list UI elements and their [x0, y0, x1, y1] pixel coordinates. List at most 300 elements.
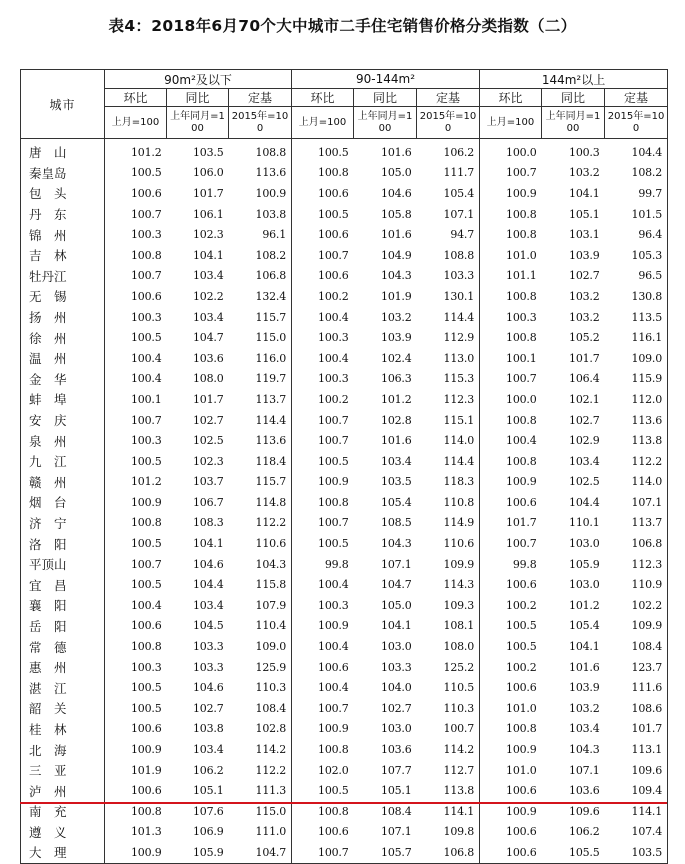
index-value-cell: 100.2 [318, 289, 349, 303]
index-value-cell: 113.6 [229, 163, 292, 184]
index-value-cell: 112.3 [417, 389, 480, 410]
index-value-cell: 106.3 [381, 372, 412, 386]
index-value-cell: 108.2 [605, 163, 668, 184]
index-value-cell: 104.3 [381, 537, 412, 551]
city-cell: 赣 州 [21, 472, 105, 493]
index-value-cell: 102.3 [193, 228, 224, 242]
index-value-cell: 100.7 [318, 434, 349, 448]
sub-header-cell: 定基 [417, 89, 480, 107]
table-row [21, 719, 668, 740]
index-value-cell: 100.8 [131, 248, 162, 262]
table-row [21, 822, 668, 843]
city-cell: 宜 昌 [21, 574, 105, 595]
index-value-cell: 113.5 [605, 307, 668, 328]
table-row [21, 801, 668, 822]
index-value-cell: 109.6 [605, 760, 668, 781]
index-value-cell: 100.0 [506, 145, 537, 159]
table-row [21, 513, 668, 534]
index-value-cell: 105.1 [381, 784, 412, 798]
sub-header-cell: 同比 [354, 89, 417, 107]
index-value-cell: 103.4 [193, 310, 224, 324]
sub-header-cell: 定基 [605, 89, 668, 107]
index-value-cell: 101.5 [605, 204, 668, 225]
index-value-cell: 106.8 [417, 842, 480, 863]
index-value-cell: 113.8 [417, 780, 480, 801]
index-value-cell: 103.8 [193, 722, 224, 736]
index-value-cell: 104.4 [193, 578, 224, 592]
index-value-cell: 105.1 [193, 784, 224, 798]
table-row [21, 472, 668, 493]
city-cell: 安 庆 [21, 410, 105, 431]
index-value-cell: 110.3 [417, 698, 480, 719]
index-value-cell: 103.6 [381, 743, 412, 757]
base-header-label: 上月=100 [486, 116, 535, 128]
index-value-cell: 103.9 [569, 681, 600, 695]
table-row [21, 327, 668, 348]
base-header-cell [229, 107, 292, 139]
index-value-cell: 115.0 [229, 801, 292, 822]
index-value-cell: 115.3 [417, 369, 480, 390]
index-value-cell: 103.2 [569, 289, 600, 303]
city-cell: 秦皇岛 [21, 163, 105, 184]
index-value-cell: 112.9 [417, 327, 480, 348]
index-value-cell: 112.2 [605, 451, 668, 472]
index-value-cell: 115.7 [229, 307, 292, 328]
table-row [21, 574, 668, 595]
index-value-cell: 103.4 [569, 722, 600, 736]
index-value-cell: 102.0 [318, 763, 349, 777]
index-value-cell: 123.7 [605, 657, 668, 678]
index-value-cell: 132.4 [229, 286, 292, 307]
index-value-cell: 112.7 [417, 760, 480, 781]
index-value-cell: 105.7 [381, 845, 412, 859]
index-value-cell: 100.7 [506, 372, 537, 386]
index-value-cell: 104.4 [605, 139, 668, 163]
index-value-cell: 103.0 [381, 722, 412, 736]
index-value-cell: 125.9 [229, 657, 292, 678]
table-row [21, 451, 668, 472]
index-value-cell: 104.6 [193, 557, 224, 571]
index-value-cell: 114.8 [229, 492, 292, 513]
index-value-cell: 111.3 [229, 780, 292, 801]
city-cell: 湛 江 [21, 677, 105, 698]
index-value-cell: 100.9 [318, 475, 349, 489]
index-value-cell: 101.2 [131, 475, 162, 489]
index-value-cell: 100.6 [506, 681, 537, 695]
index-value-cell: 96.1 [229, 224, 292, 245]
index-value-cell: 100.5 [318, 784, 349, 798]
index-value-cell: 100.7 [506, 537, 537, 551]
index-value-cell: 103.5 [193, 145, 224, 159]
city-cell: 丹 东 [21, 204, 105, 225]
index-value-cell: 100.6 [131, 186, 162, 200]
index-value-cell: 101.2 [131, 145, 162, 159]
table-row [21, 595, 668, 616]
table-row [21, 554, 668, 575]
index-value-cell: 103.0 [569, 537, 600, 551]
table-row [21, 739, 668, 760]
index-value-cell: 109.9 [417, 554, 480, 575]
city-cell: 北 海 [21, 739, 105, 760]
index-value-cell: 104.1 [569, 186, 600, 200]
index-value-cell: 102.4 [381, 351, 412, 365]
index-value-cell: 104.1 [193, 537, 224, 551]
table-body [21, 139, 668, 864]
index-value-cell: 101.6 [569, 660, 600, 674]
index-value-cell: 114.1 [417, 801, 480, 822]
index-value-cell: 104.7 [193, 331, 224, 345]
index-value-cell: 102.7 [193, 701, 224, 715]
index-value-cell: 108.6 [605, 698, 668, 719]
table-row [21, 204, 668, 225]
index-value-cell: 100.6 [506, 495, 537, 509]
index-value-cell: 105.4 [381, 495, 412, 509]
city-cell: 温 州 [21, 348, 105, 369]
index-value-cell: 102.2 [193, 289, 224, 303]
index-value-cell: 100.9 [131, 495, 162, 509]
city-cell: 泉 州 [21, 430, 105, 451]
city-cell: 南 充 [21, 801, 105, 822]
index-value-cell: 102.1 [569, 392, 600, 406]
table-row [21, 698, 668, 719]
index-value-cell: 100.4 [318, 351, 349, 365]
index-value-cell: 100.6 [318, 186, 349, 200]
index-value-cell: 107.6 [193, 804, 224, 818]
index-value-cell: 102.2 [605, 595, 668, 616]
index-value-cell: 100.6 [506, 578, 537, 592]
index-value-cell: 109.0 [229, 636, 292, 657]
index-value-cell: 103.7 [193, 475, 224, 489]
table-row [21, 533, 668, 554]
index-value-cell: 103.0 [569, 578, 600, 592]
base-header-label: 上月=100 [111, 116, 160, 128]
index-value-cell: 108.5 [381, 516, 412, 530]
page-title: 表4：2018年6月70个大中城市二手住宅销售价格分类指数（二） [108, 17, 577, 35]
index-value-cell: 114.3 [417, 574, 480, 595]
index-value-cell: 116.0 [229, 348, 292, 369]
index-value-cell: 100.3 [569, 145, 600, 159]
index-value-cell: 100.9 [318, 722, 349, 736]
index-value-cell: 107.4 [605, 822, 668, 843]
base-header-cell [417, 107, 480, 139]
table-row [21, 616, 668, 637]
index-value-cell: 100.7 [318, 845, 349, 859]
table-row [21, 266, 668, 287]
index-value-cell: 110.1 [569, 516, 600, 530]
index-value-cell: 100.1 [506, 351, 537, 365]
index-value-cell: 100.5 [131, 701, 162, 715]
index-value-cell: 100.4 [318, 681, 349, 695]
index-value-cell: 105.3 [605, 245, 668, 266]
table-row [21, 139, 668, 163]
table-row [21, 657, 668, 678]
city-cell: 牡丹江 [21, 266, 105, 287]
sub-header-cell: 定基 [229, 89, 292, 107]
table-row [21, 410, 668, 431]
index-value-cell: 113.6 [605, 410, 668, 431]
index-value-cell: 108.0 [417, 636, 480, 657]
city-cell: 包 头 [21, 183, 105, 204]
index-value-cell: 102.7 [193, 413, 224, 427]
index-value-cell: 104.5 [193, 619, 224, 633]
index-value-cell: 125.2 [417, 657, 480, 678]
index-value-cell: 100.4 [506, 434, 537, 448]
index-value-cell: 100.5 [506, 619, 537, 633]
table-row [21, 348, 668, 369]
base-header-cell [292, 107, 354, 139]
index-value-cell: 110.6 [417, 533, 480, 554]
index-value-cell: 103.6 [569, 784, 600, 798]
index-value-cell: 102.5 [193, 434, 224, 448]
index-value-cell: 101.0 [506, 701, 537, 715]
city-cell: 唐 山 [21, 139, 105, 163]
table-row [21, 369, 668, 390]
index-value-cell: 100.4 [318, 310, 349, 324]
index-value-cell: 104.7 [229, 842, 292, 863]
index-value-cell: 114.2 [229, 739, 292, 760]
index-value-cell: 100.3 [318, 598, 349, 612]
index-value-cell: 100.8 [506, 207, 537, 221]
index-value-cell: 100.9 [506, 743, 537, 757]
index-value-cell: 107.1 [381, 557, 412, 571]
index-value-cell: 105.4 [569, 619, 600, 633]
table-row [21, 636, 668, 657]
index-value-cell: 100.8 [131, 516, 162, 530]
index-value-cell: 103.4 [193, 743, 224, 757]
index-value-cell: 102.8 [229, 719, 292, 740]
base-header-cell [605, 107, 668, 139]
city-cell: 三 亚 [21, 760, 105, 781]
index-value-cell: 105.9 [193, 845, 224, 859]
index-value-cell: 101.7 [569, 351, 600, 365]
index-value-cell: 103.2 [569, 701, 600, 715]
city-cell: 惠 州 [21, 657, 105, 678]
index-value-cell: 112.2 [229, 513, 292, 534]
index-value-cell: 102.5 [569, 475, 600, 489]
index-value-cell: 100.9 [131, 743, 162, 757]
index-value-cell: 109.6 [569, 804, 600, 818]
index-value-cell: 101.2 [381, 392, 412, 406]
table-row [21, 224, 668, 245]
index-value-cell: 100.9 [318, 619, 349, 633]
index-value-cell: 100.5 [131, 166, 162, 180]
sub-header-cell: 同比 [542, 89, 605, 107]
index-value-cell: 104.7 [381, 578, 412, 592]
index-value-cell: 108.4 [229, 698, 292, 719]
index-value-cell: 106.8 [605, 533, 668, 554]
index-value-cell: 103.3 [417, 266, 480, 287]
base-header-label: 上年同月=100 [545, 110, 601, 134]
city-cell: 洛 阳 [21, 533, 105, 554]
base-header-cell [105, 107, 167, 139]
city-cell: 桂 林 [21, 719, 105, 740]
index-value-cell: 104.3 [381, 269, 412, 283]
index-value-cell: 105.9 [569, 557, 600, 571]
index-value-cell: 100.9 [131, 845, 162, 859]
index-value-cell: 113.7 [229, 389, 292, 410]
index-value-cell: 130.1 [417, 286, 480, 307]
table-row [21, 286, 668, 307]
index-value-cell: 113.0 [417, 348, 480, 369]
index-value-cell: 106.4 [569, 372, 600, 386]
index-value-cell: 111.7 [417, 163, 480, 184]
index-value-cell: 114.2 [417, 739, 480, 760]
index-value-cell: 110.6 [229, 533, 292, 554]
index-value-cell: 100.6 [318, 660, 349, 674]
group-header-small: 90m²及以下 [105, 70, 292, 89]
index-value-cell: 101.7 [193, 186, 224, 200]
index-value-cell: 100.6 [131, 722, 162, 736]
index-value-cell: 106.2 [417, 139, 480, 163]
index-value-cell: 103.6 [193, 351, 224, 365]
index-value-cell: 101.0 [506, 248, 537, 262]
index-value-cell: 101.9 [381, 289, 412, 303]
index-value-cell: 104.1 [569, 640, 600, 654]
sub-header-row [21, 89, 668, 107]
index-value-cell: 100.3 [318, 331, 349, 345]
index-value-cell: 102.3 [193, 454, 224, 468]
sub-header-cell: 环比 [480, 89, 542, 107]
city-cell: 扬 州 [21, 307, 105, 328]
index-value-cell: 106.7 [193, 495, 224, 509]
index-value-cell: 100.8 [131, 640, 162, 654]
price-index-table [20, 69, 668, 864]
index-value-cell: 104.6 [381, 186, 412, 200]
index-value-cell: 115.8 [229, 574, 292, 595]
index-value-cell: 113.1 [605, 739, 668, 760]
city-cell: 锦 州 [21, 224, 105, 245]
index-value-cell: 100.6 [506, 825, 537, 839]
index-value-cell: 100.0 [506, 392, 537, 406]
index-value-cell: 99.7 [605, 183, 668, 204]
index-value-cell: 106.8 [229, 266, 292, 287]
index-value-cell: 115.9 [605, 369, 668, 390]
index-value-cell: 108.1 [417, 616, 480, 637]
city-column-header: 城市 [21, 70, 105, 139]
index-value-cell: 100.3 [131, 310, 162, 324]
index-value-cell: 108.4 [381, 804, 412, 818]
city-cell: 泸 州 [21, 780, 105, 801]
index-value-cell: 100.6 [318, 825, 349, 839]
index-value-cell: 101.6 [381, 145, 412, 159]
index-value-cell: 115.1 [417, 410, 480, 431]
city-cell: 济 宁 [21, 513, 105, 534]
index-value-cell: 100.1 [131, 392, 162, 406]
index-value-cell: 112.2 [229, 760, 292, 781]
index-value-cell: 103.5 [605, 842, 668, 863]
index-value-cell: 104.4 [569, 495, 600, 509]
index-value-cell: 100.5 [131, 331, 162, 345]
index-value-cell: 108.0 [193, 372, 224, 386]
index-value-cell: 110.9 [605, 574, 668, 595]
index-value-cell: 104.3 [569, 743, 600, 757]
index-value-cell: 101.6 [381, 228, 412, 242]
index-value-cell: 100.2 [506, 598, 537, 612]
city-cell: 金 华 [21, 369, 105, 390]
index-value-cell: 100.5 [131, 537, 162, 551]
index-value-cell: 100.6 [506, 784, 537, 798]
index-value-cell: 112.0 [605, 389, 668, 410]
index-value-cell: 107.9 [229, 595, 292, 616]
index-value-cell: 100.7 [131, 269, 162, 283]
index-value-cell: 103.2 [381, 310, 412, 324]
index-value-cell: 101.7 [605, 719, 668, 740]
index-value-cell: 100.4 [318, 578, 349, 592]
index-value-cell: 100.7 [318, 701, 349, 715]
index-value-cell: 108.8 [229, 139, 292, 163]
index-value-cell: 114.0 [605, 472, 668, 493]
index-value-cell: 105.4 [417, 183, 480, 204]
index-value-cell: 100.7 [131, 207, 162, 221]
table-row [21, 677, 668, 698]
index-value-cell: 100.5 [318, 207, 349, 221]
index-value-cell: 100.8 [506, 228, 537, 242]
index-value-cell: 100.2 [506, 660, 537, 674]
table-row [21, 389, 668, 410]
index-value-cell: 100.8 [506, 413, 537, 427]
base-header-label: 上月=100 [298, 116, 347, 128]
index-value-cell: 102.7 [569, 413, 600, 427]
index-value-cell: 100.3 [131, 660, 162, 674]
base-header-row [21, 107, 668, 139]
city-cell: 平顶山 [21, 554, 105, 575]
table-row [21, 492, 668, 513]
index-value-cell: 104.9 [381, 248, 412, 262]
index-value-cell: 100.6 [131, 289, 162, 303]
index-value-cell: 100.7 [318, 248, 349, 262]
index-value-cell: 100.7 [506, 166, 537, 180]
index-value-cell: 100.4 [131, 598, 162, 612]
index-value-cell: 103.9 [381, 331, 412, 345]
index-value-cell: 103.8 [229, 204, 292, 225]
index-value-cell: 100.4 [131, 351, 162, 365]
index-value-cell: 101.7 [506, 516, 537, 530]
base-header-label: 2015年=100 [607, 110, 665, 134]
index-value-cell: 100.7 [318, 516, 349, 530]
index-value-cell: 100.8 [506, 722, 537, 736]
index-value-cell: 104.0 [381, 681, 412, 695]
index-value-cell: 114.4 [229, 410, 292, 431]
sub-header-cell: 同比 [167, 89, 229, 107]
index-value-cell: 100.4 [131, 372, 162, 386]
index-value-cell: 100.7 [131, 413, 162, 427]
index-value-cell: 100.6 [506, 845, 537, 859]
index-value-cell: 94.7 [417, 224, 480, 245]
table-row [21, 430, 668, 451]
index-value-cell: 100.8 [318, 495, 349, 509]
index-value-cell: 102.7 [569, 269, 600, 283]
index-value-cell: 108.4 [605, 636, 668, 657]
base-header-cell [480, 107, 542, 139]
index-value-cell: 107.1 [569, 763, 600, 777]
city-cell: 烟 台 [21, 492, 105, 513]
city-cell: 岳 阳 [21, 616, 105, 637]
index-value-cell: 107.1 [605, 492, 668, 513]
index-value-cell: 100.6 [131, 784, 162, 798]
index-value-cell: 96.5 [605, 266, 668, 287]
index-value-cell: 106.2 [569, 825, 600, 839]
city-cell: 九 江 [21, 451, 105, 472]
index-value-cell: 110.8 [417, 492, 480, 513]
index-value-cell: 100.8 [506, 454, 537, 468]
index-value-cell: 106.1 [193, 207, 224, 221]
index-value-cell: 102.8 [381, 413, 412, 427]
index-value-cell: 100.7 [318, 413, 349, 427]
base-header-label: 2015年=100 [419, 110, 477, 134]
index-value-cell: 100.9 [506, 186, 537, 200]
index-value-cell: 101.3 [131, 825, 162, 839]
index-value-cell: 100.8 [506, 289, 537, 303]
